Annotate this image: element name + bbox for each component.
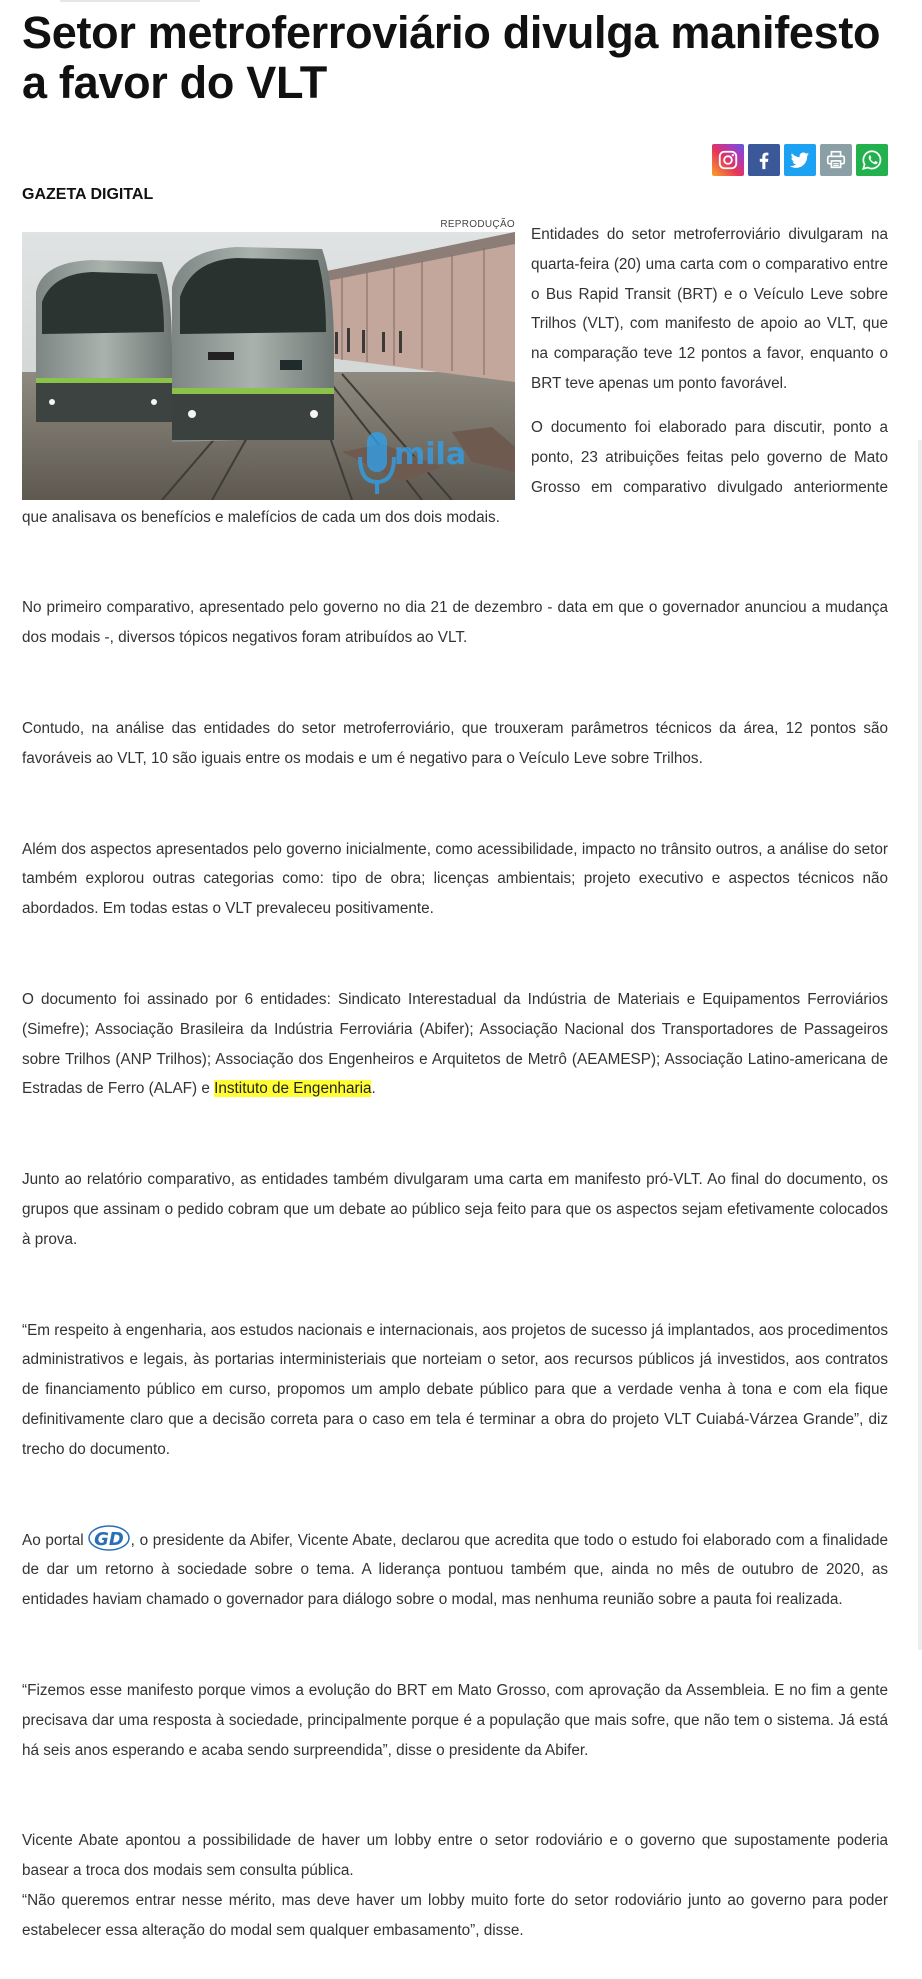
paragraph-6 — [22, 985, 888, 1104]
paragraph-10: “Fizemos esse manifesto porque vimos a evolução do BRT em Mato Grosso, com aprovação da Assembleia. E no fim a gente precisava dar uma resposta à sociedade, principalmente porque é a população que mais sofre, que não tem o sistema. Já está há seis anos esperando e acaba sendo surpreendida”, disse o presidente da Abifer. — [22, 1682, 888, 1759]
paragraph-12: “Não queremos entrar nesse mérito, mas deve haver um lobby muito forte do setor rodoviário junto ao governo para poder estabelecer essa alteração do modal sem qualquer embasamento”, disse. — [22, 1891, 888, 1939]
figure-float-spacer — [22, 220, 515, 500]
article-body — [22, 220, 888, 1960]
paragraph-9-intro: Ao portal — [22, 1531, 84, 1549]
image-watermark: mila — [394, 437, 467, 472]
image-credit: REPRODUÇÃO — [440, 219, 515, 230]
gd-logo-text: GD — [93, 1528, 124, 1550]
article-title: Setor metroferroviário divulga manifesto a favor do VLT — [22, 7, 881, 108]
paragraph-8: “Em respeito à engenharia, aos estudos nacionais e internacionais, aos projetos de sucesso já implantados, aos procedimentos administrativos e legais, às portarias interministeriais que norteiam o setor, aos recursos públicos já investidos, aos contratos de financiamento público em curso, propomos um amplo debate público para que a verdade venha à tona e com ela fique definitivamente claro que a decisão correta para o caso em tela é terminar a obra do projeto VLT Cuiabá-Várzea Grande”, diz trecho do documento. — [22, 1321, 888, 1458]
article-source: GAZETA DIGITAL — [22, 186, 154, 203]
paragraph-9-text: , o presidente da Abifer, Vicente Abate, declarou que acredita que todo o estudo foi elaborado com a finalidade de dar um retorno à sociedade sobre o tema. A liderança pontuou também que, ainda no mês de outubro de 2020, as entidades haviam chamado o governador para diálogo sobre o modal, mas nenhuma reunião sobre a pauta foi realizada. — [22, 1531, 888, 1609]
share-bar — [712, 144, 888, 176]
paragraph-7: Junto ao relatório comparativo, as entidades também divulgaram uma carta em manifesto pró-VLT. Ao final do documento, os grupos que assinam o pedido cobram que um debate ao público seja feito para que os aspectos sejam efetivamente colocados à prova. — [22, 1171, 888, 1248]
scrollbar-track[interactable] — [918, 440, 922, 1650]
twitter-icon[interactable] — [784, 144, 816, 176]
top-divider — [60, 0, 200, 2]
paragraph-3: No primeiro comparativo, apresentado pelo governo no dia 21 de dezembro - data em que o governador anunciou a mudança dos modais -, diversos tópicos negativos foram atribuídos ao VLT. — [22, 599, 888, 647]
paragraph-1: Entidades do setor metroferroviário divulgaram na quarta-feira (20) uma carta com o comparativo entre o Bus Rapid Transit (BRT) e o Veículo Leve sobre Trilhos (VLT), com manifesto de apoio ao VLT, que na comparação teve 12 pontos a favor, enquanto o BRT teve apenas um ponto favorável. — [531, 226, 888, 392]
paragraph-9 — [22, 1526, 888, 1615]
paragraph-6-text: O documento foi assinado por 6 entidades: Sindicato Interestadual da Indústria de Materiais e Equipamentos Ferroviários (Simefre); Associação Brasileira da Indústria Ferroviária (Abifer); Associação Nacional dos Transportadores de Passageiros sobre Trilhos (ANP Trilhos); Associação dos Engenheiros e Arquitetos de Metrô (AEAMESP); Associação Latino-americana de Estradas de Ferro (ALAF) e — [22, 991, 888, 1098]
paragraph-2: O documento foi elaborado para discutir, ponto a ponto, 23 atribuições feitas pelo governo de Mato Grosso em comparativo divulgado anteriormente que analisava os benefícios e malefícios de cada um dos dois modais. — [22, 419, 888, 526]
gd-logo — [88, 1525, 130, 1551]
paragraph-5: Além dos aspectos apresentados pelo governo inicialmente, como acessibilidade, impacto no trânsito outros, a análise do setor também explorou outras categorias como: tipo de obra; licenças ambientais; projeto executivo e aspectos técnicos não abordados. Em todas estas o VLT prevaleceu positivamente. — [22, 840, 888, 918]
highlighted-text: Instituto de Engenharia — [214, 1080, 372, 1098]
paragraph-6-end: . — [371, 1080, 376, 1098]
facebook-icon[interactable] — [748, 144, 780, 176]
whatsapp-icon[interactable] — [856, 144, 888, 176]
instagram-icon[interactable] — [712, 144, 744, 176]
paragraph-11: Vicente Abate apontou a possibilidade de haver um lobby entre o setor rodoviário e o governo que supostamente poderia basear a troca dos modais sem consulta pública. — [22, 1832, 888, 1880]
print-icon[interactable] — [820, 144, 852, 176]
paragraph-4: Contudo, na análise das entidades do setor metroferroviário, que trouxeram parâmetros técnicos da área, 12 pontos são favoráveis ao VLT, 10 são iguais entre os modais e um é negativo para o Veículo Leve sobre Trilhos. — [22, 720, 888, 767]
